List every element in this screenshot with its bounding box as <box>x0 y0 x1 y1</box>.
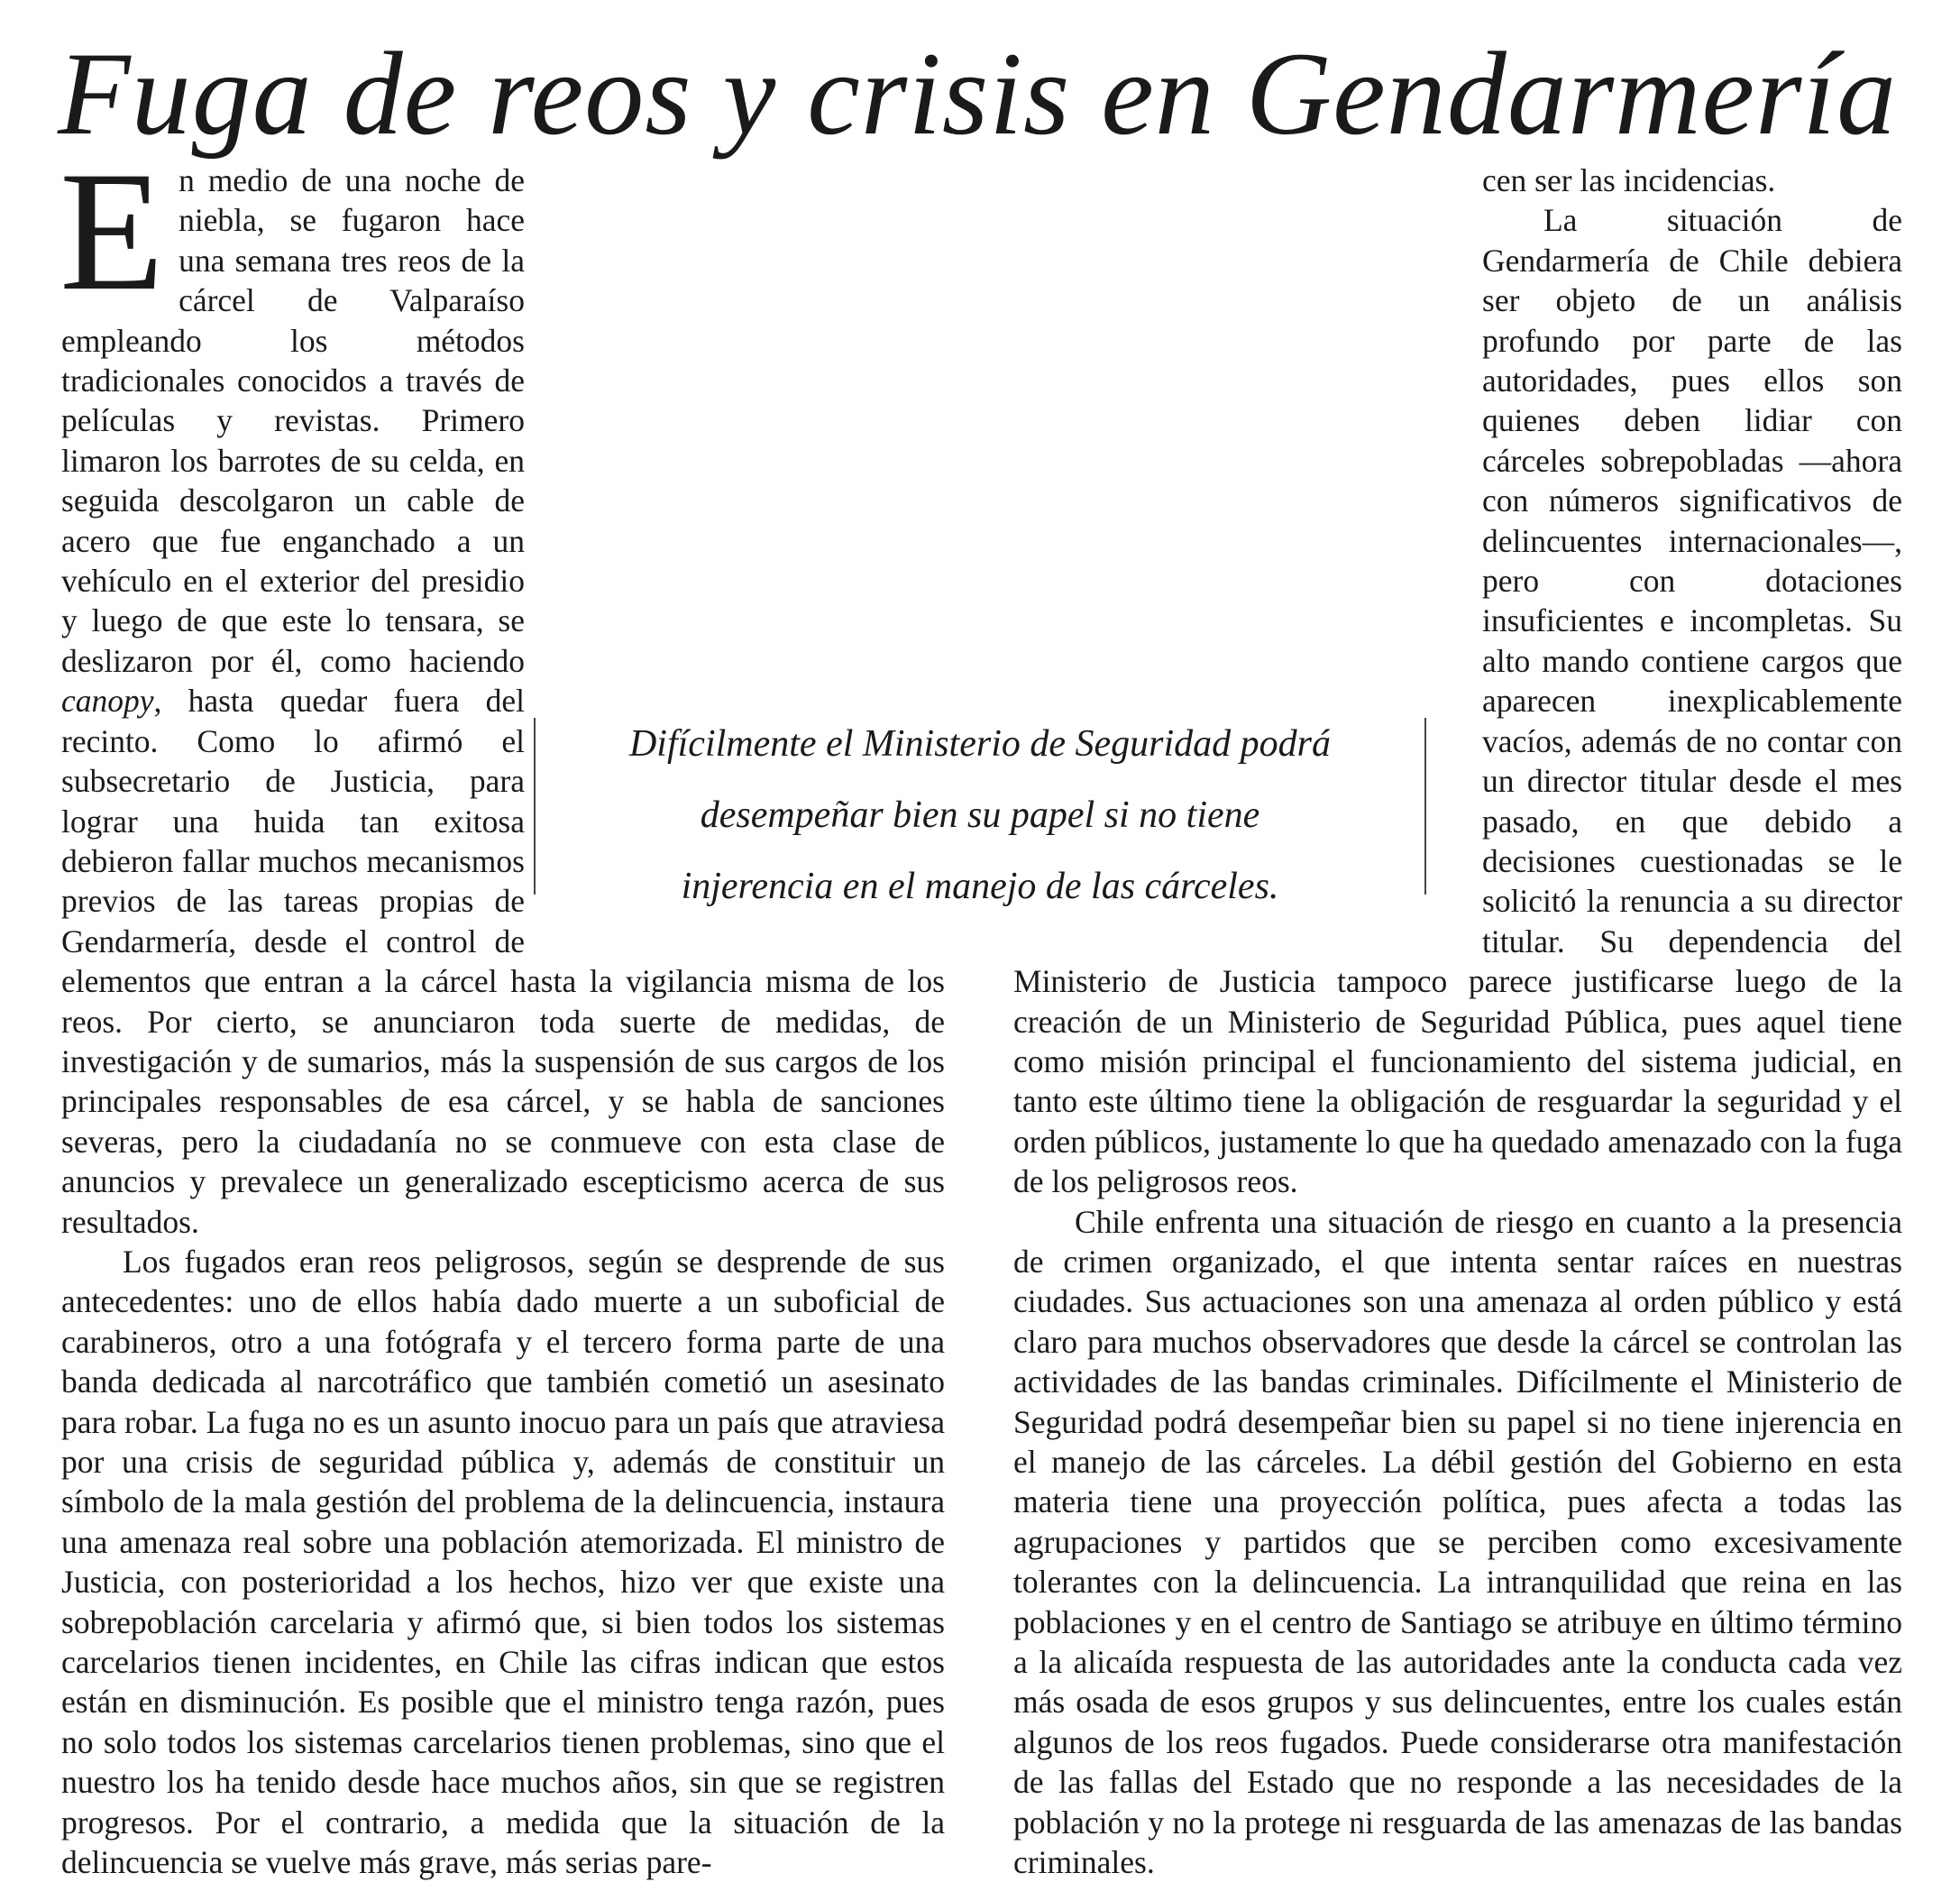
headline: Fuga de reos y crisis en Gendarmería <box>58 27 1898 160</box>
pull-quote <box>534 709 1426 907</box>
paragraph-1-italic-term: canopy <box>61 683 154 720</box>
paragraph-2: Los fugados eran reos peligrosos, según se desprende de sus antecedentes: uno de ellos había dado muerte a un suboficial de carabineros, otro a una fotógrafa y el tercero forma parte de una banda dedicada al narcotráfico que también cometió un asesinato para robar. La fuga no es un asunto inocuo para un país que atraviesa por una crisis de seguridad pública y, además de constituir un símbolo de la mala gestión del problema de la delincuencia, instaura una amenaza real sobre una población atemorizada. El ministro de Justicia, con posterioridad a los hechos, hizo ver que existe una sobrepoblación carcelaria y afirmó que, si bien todos los sistemas carcelarios tienen incidentes, en Chile las cifras indican que estos están en disminución. Es posible que el ministro tenga razón, pues no solo todos los sistemas carcelarios tienen problemas, sino que el nuestro los ha tenido desde hace muchos años, sin que se registren progresos. Por el contrario, a medida que la situación de la delincuencia se vuelve más grave, más serias pare- <box>61 1243 945 1881</box>
paragraph-1-text-a: n medio de una noche de niebla, se fugaron hace una semana tres reos de la cárcel de Valparaíso empleando los métodos tradicionales conocidos a través de películas y revistas. Primero limaron los barrotes de su celda, en seguida descolgaron un cable de acero que fue enganchado a un vehículo en el exterior del presidio y luego de que este lo tensara, se deslizaron por él, como haciendo <box>61 162 525 679</box>
paragraph-4: Chile enfrenta una situación de riesgo en cuanto a la presencia de crimen organizado, el que intenta sentar raíces en nuestras ciudades. Sus actuaciones son una amenaza al orden público y está claro para muchos observadores que desde la cárcel se controlan las actividades de las bandas criminales. Difícilmente el Ministerio de Seguridad podrá desempeñar bien su papel si no tiene injerencia en el manejo de las cárceles. La débil gestión del Gobierno en esta materia tiene una proyección política, pues afecta a todas las agrupaciones y partidos que se perciben como excesivamente tolerantes con la delincuencia. La intranquilidad que reina en las poblaciones y en el centro de Santiago se atribuye en último término a la alicaída respuesta de las autoridades ante la conducta cada vez más osada de esos grupos y sus delincuentes, entre los cuales están algunos de los reos fugados. Puede considerarse otra manifestación de las fallas del Estado que no responde a las necesidades de la población y no la protege ni resguarda de las amenazas de las bandas criminales. <box>1013 1203 1902 1881</box>
paragraph-3: La situación de Gendarmería de Chile debiera ser objeto de un análisis profundo por parte de las autoridades, pues ellos son quienes deben lidiar con cárceles sobrepobladas —ahora con números significativos de delincuentes internacionales—, pero con dotaciones insuficientes e incompletas. Su alto mando contiene cargos que aparecen inexplicablemente vacíos, además de no contar con un director titular desde el mes pasado, en que debido a decisiones cuestionadas se le solicitó la renuncia a su director titular. Su dependencia del Ministerio de Justicia tampoco parece justificarse luego de la creación de un Ministerio de Seguridad Pública, pues aquel tiene como misión principal el funcionamiento del sistema judicial, en tanto este último tiene la obligación de resguardar la seguridad y el orden públicos, justamente lo que ha quedado amenazado con la fuga de los peligrosos reos. <box>1013 202 1902 1200</box>
pull-quote-line-1: Difícilmente el Ministerio de Seguridad podrá <box>628 723 1332 765</box>
paragraph-1-continuation: cen ser las incidencias. <box>1482 162 1776 198</box>
paragraph-1-text-b: , hasta quedar fuera del recinto. Como lo afirmó el subsecretario de Justicia, para lograr una huida tan exitosa debieron fallar muchos mecanismos previos de las tareas propias de Gendarmería, desde el control de elementos que entran a la cárcel hasta la vigilancia misma de los reos. Por cierto, se anunciaron toda suerte de medidas, de investigación y de sumarios, más la suspensión de sus cargos de los principales responsables de esa cárcel, y se habla de sanciones severas, pero la ciudadanía no se conmueve con esta clase de anuncios y prevalece un generalizado escepticismo acerca de sus resultados. <box>61 683 945 1240</box>
drop-cap: E <box>60 137 165 326</box>
pull-quote-rule-right <box>1424 718 1426 895</box>
pull-quote-line-2: desempeñar bien su papel si no tiene <box>700 794 1260 836</box>
pull-quote-rule-left <box>534 718 536 895</box>
left-column <box>60 137 945 1882</box>
pull-quote-line-3: injerencia en el manejo de las cárceles. <box>681 866 1279 907</box>
pull-quote-text <box>561 709 1399 923</box>
right-column <box>1013 161 1902 1882</box>
